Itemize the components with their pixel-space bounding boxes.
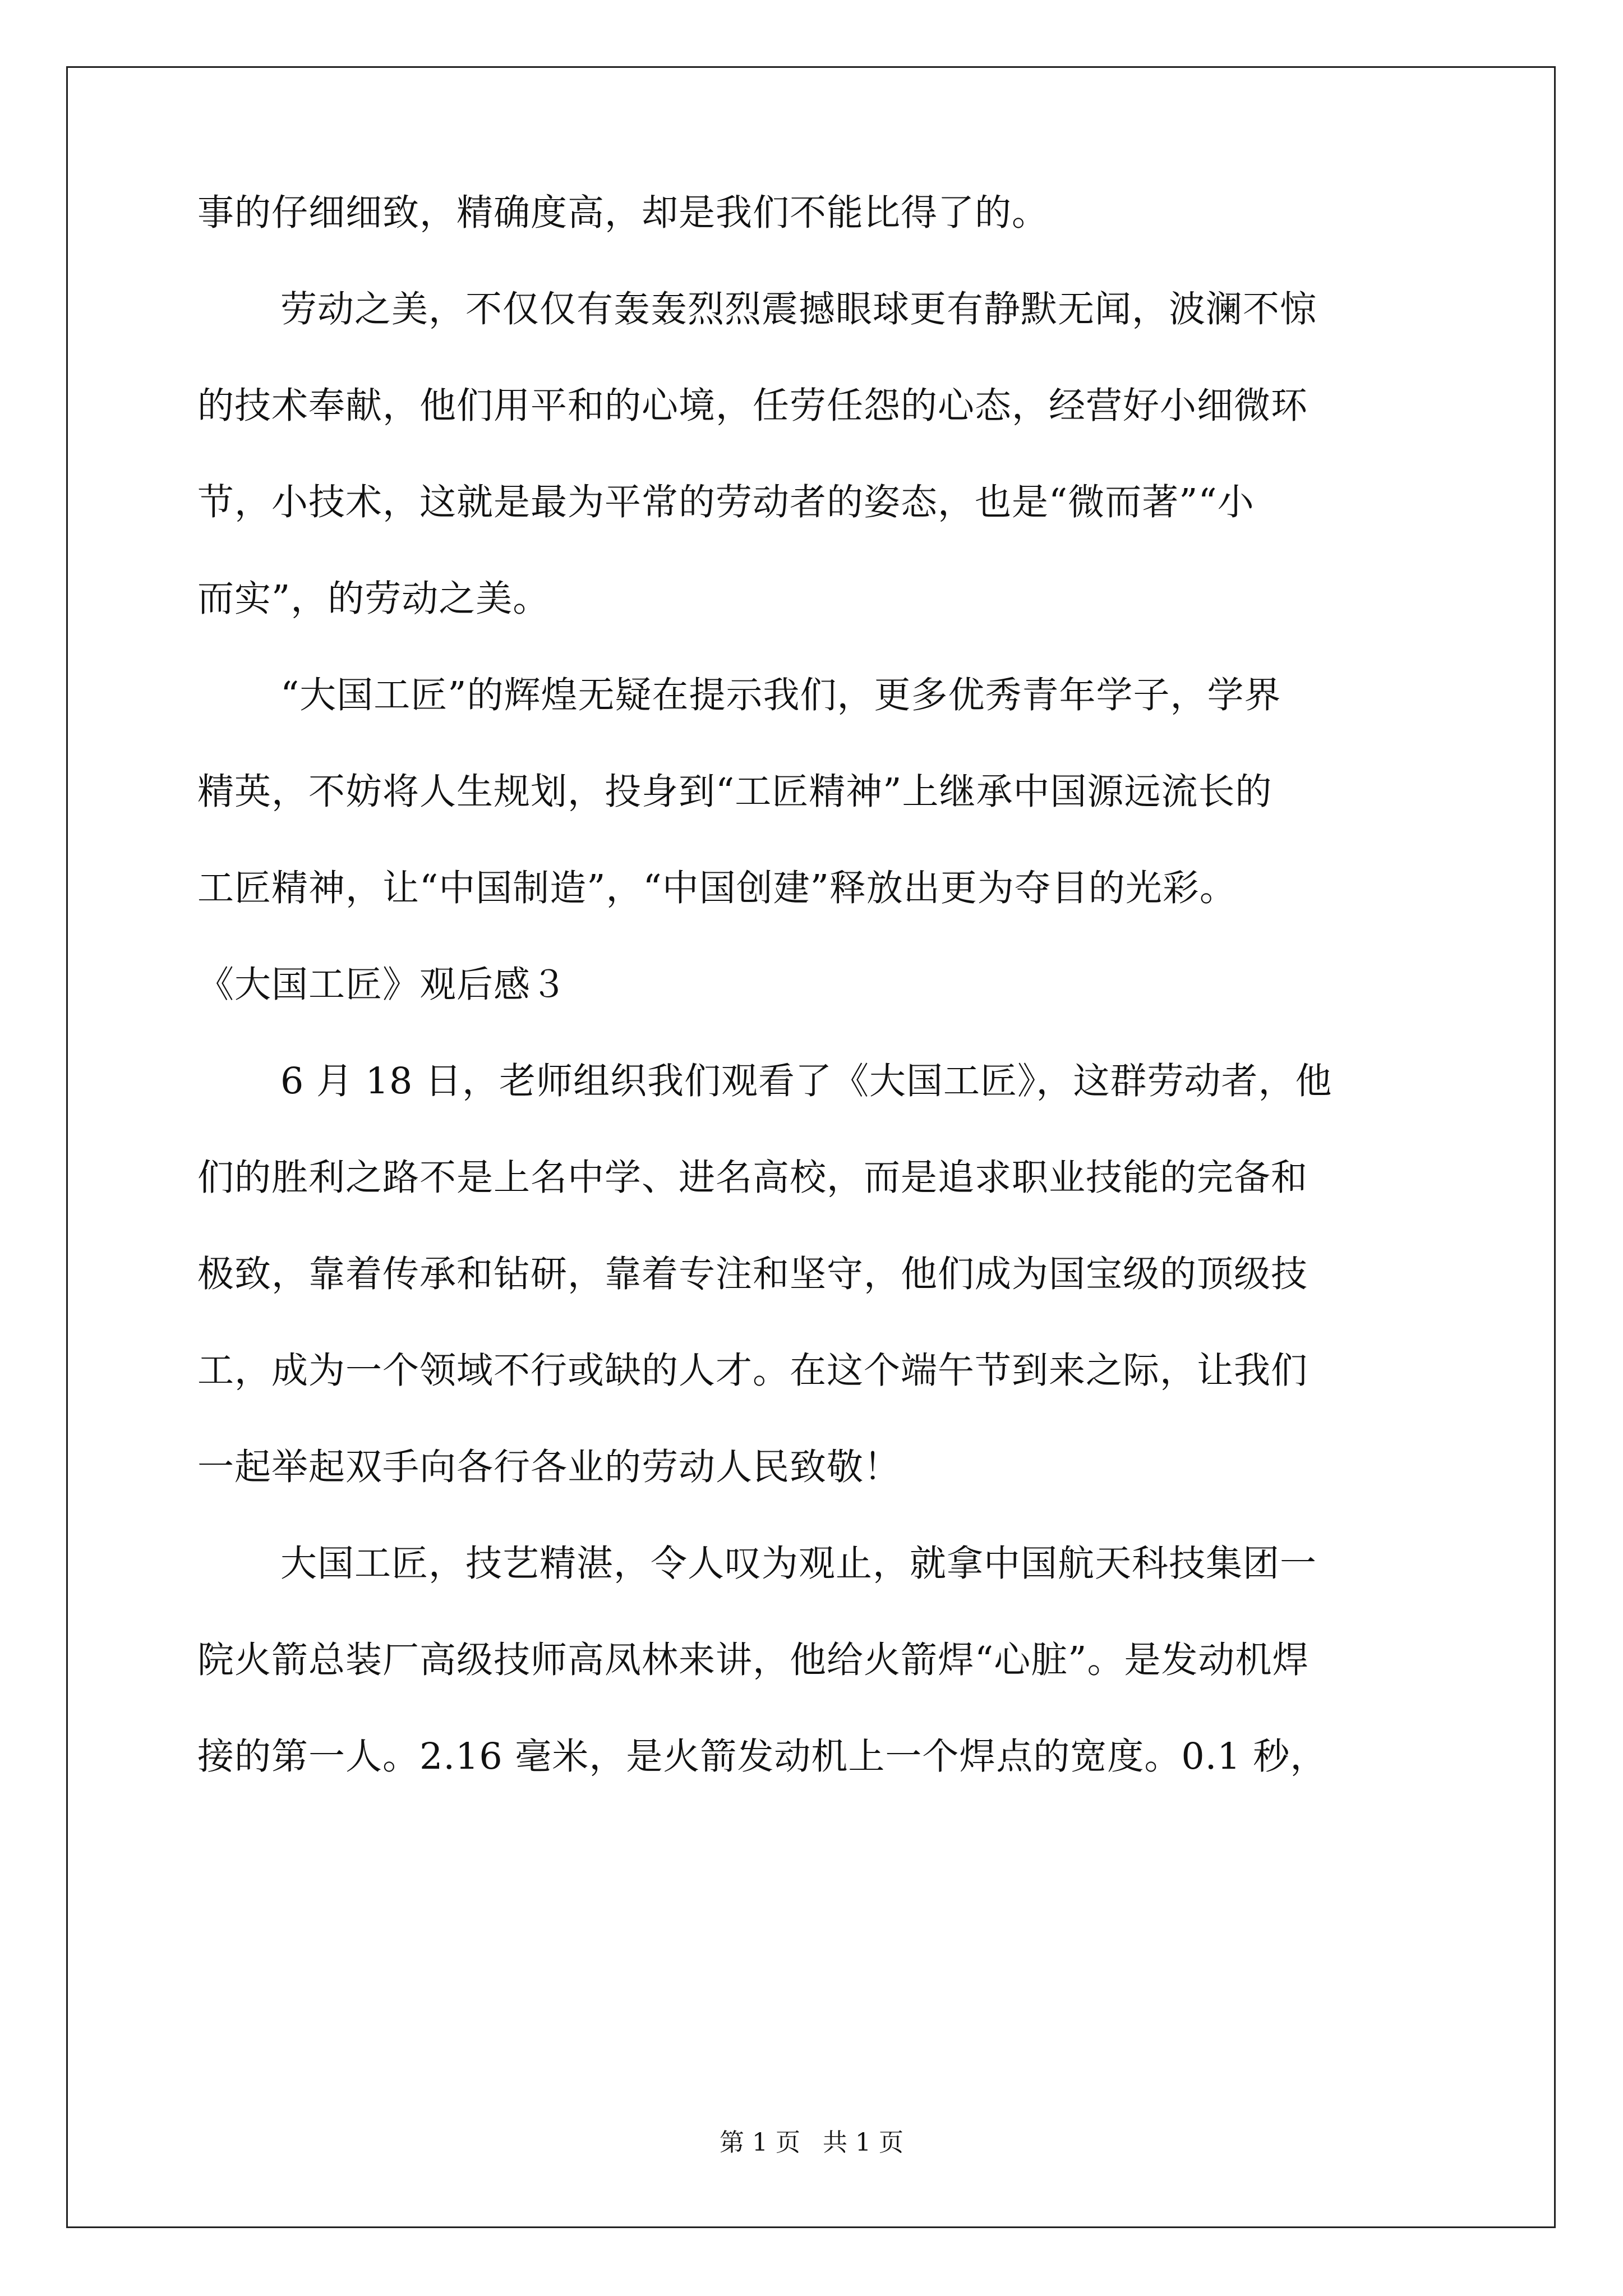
paragraph-line: 劳动之美，不仅仅有轰轰烈烈震撼眼球更有静默无闻，波澜不惊 [280, 288, 1317, 330]
paragraph-line: 而实”，的劳动之美。 [197, 578, 550, 620]
paragraph-line: 大国工匠，技艺精湛，令人叹为观止，就拿中国航天科技集团一 [280, 1543, 1317, 1585]
paragraph-line: 事的仔细细致，精确度高，却是我们不能比得了的。 [197, 192, 1049, 234]
page-footer [0, 2126, 1623, 2160]
paragraph-line: 们的胜利之路不是上名中学、进名高校，而是追求职业技能的完备和 [197, 1157, 1308, 1199]
paragraph-line: 院火箭总装厂高级技师高凤林来讲，他给火箭焊“心脏”。是发动机焊 [197, 1639, 1310, 1681]
paragraph-line: 接的第一人。2.16 毫米，是火箭发动机上一个焊点的宽度。0.1 秒， [197, 1736, 1327, 1778]
page-number: 第 1 页 [720, 2128, 800, 2157]
paragraph-line: 6 月 18 日，老师组织我们观看了《大国工匠》，这群劳动者，他 [280, 1060, 1332, 1102]
paragraph-line: “大国工匠”的辉煌无疑在提示我们，更多优秀青年学子，学界 [280, 674, 1281, 716]
paragraph-line: 精英，不妨将人生规划，投身到“工匠精神”上继承中国源远流长的 [197, 771, 1272, 813]
paragraph-line: 一起举起双手向各行各业的劳动人民致敬！ [197, 1446, 901, 1488]
paragraph-line: 工匠精神，让“中国制造”，“中国创建”释放出更为夺目的光彩。 [197, 867, 1237, 909]
paragraph-line: 工，成为一个领域不行或缺的人才。在这个端午节到来之际，让我们 [197, 1350, 1308, 1392]
section-heading: 《大国工匠》观后感３ [197, 964, 568, 1006]
paragraph-line: 的技术奉献，他们用平和的心境，任劳任怨的心态，经营好小细微环 [197, 385, 1308, 427]
paragraph-line: 极致，靠着传承和钻研，靠着专注和坚守，他们成为国宝级的顶级技 [197, 1253, 1308, 1295]
paragraph-line: 节，小技术，这就是最为平常的劳动者的姿态，也是“微而著”“小 [197, 481, 1255, 523]
page-total: 共 1 页 [823, 2128, 903, 2157]
